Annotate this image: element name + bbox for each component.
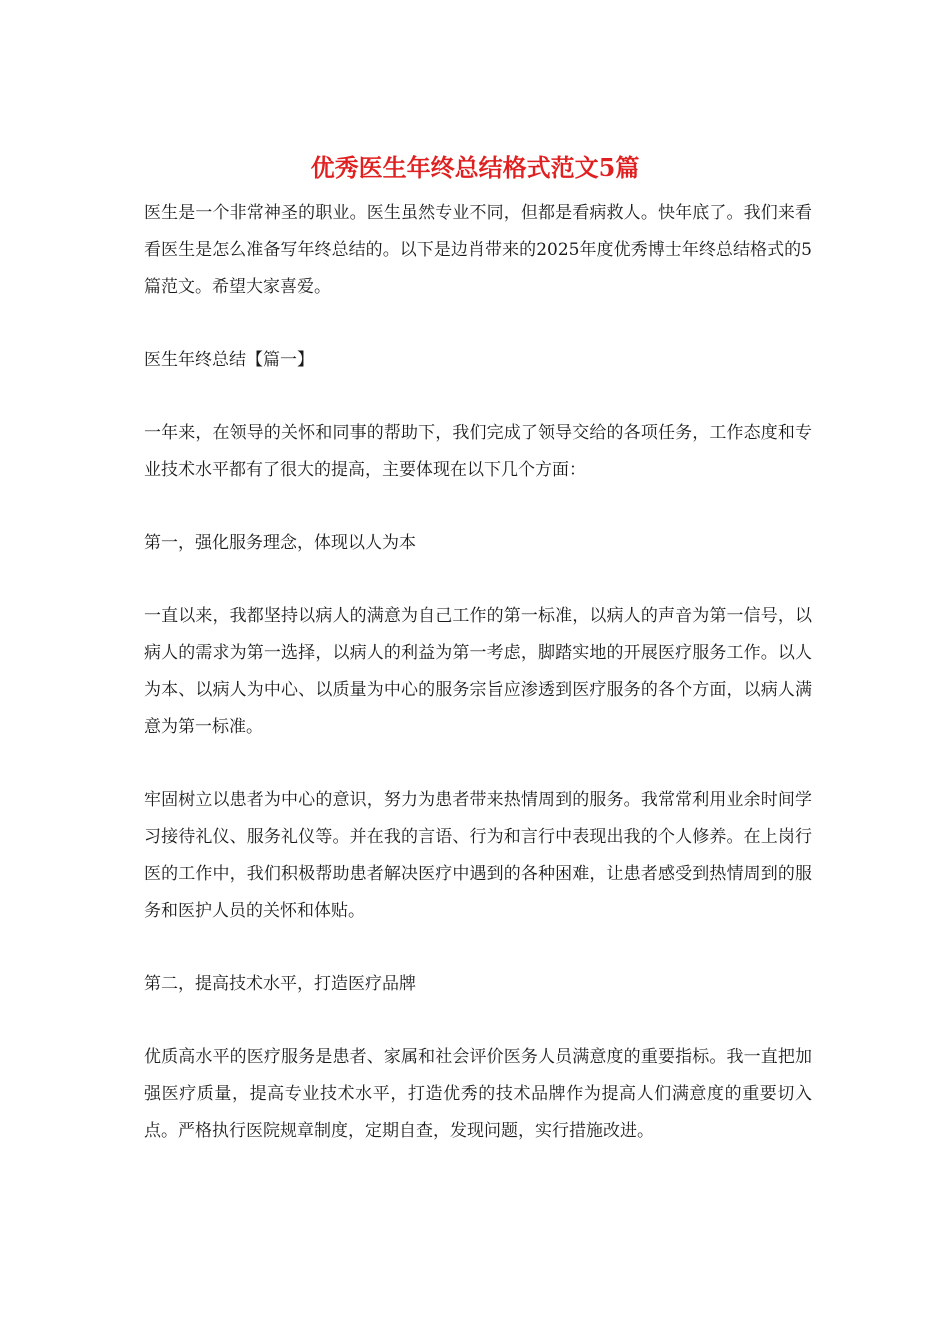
paragraph-patient-centered: 牢固树立以患者为中心的意识，努力为患者带来热情周到的服务。我常常利用业余时间学习接待礼仪、服务礼仪等。并在我的言语、行为和言行中表现出我的个人修养。在上岗行医的工作中，我们积极帮助患者解决医疗中遇到的各种困难，让患者感受到热情周到的服务和医护人员的关怀和体贴。	[144, 790, 812, 921]
paragraph-gap	[144, 930, 812, 966]
paragraph-overview: 一年来，在领导的关怀和同事的帮助下，我们完成了领导交给的各项任务，工作态度和专业技术水平都有了很大的提高，主要体现在以下几个方面：	[144, 423, 812, 480]
paragraph-gap	[144, 1003, 812, 1039]
subheading-second: 第二，提高技术水平，打造医疗品牌	[144, 974, 416, 994]
paragraph-quality: 优质高水平的医疗服务是患者、家属和社会评价医务人员满意度的重要指标。我一直把加强医疗质量，提高专业技术水平，打造优秀的技术品牌作为提高人们满意度的重要切入点。严格执行医院规章制度，定期自查，发现问题，实行措施改进。	[144, 1047, 812, 1141]
paragraph-service-standard: 一直以来，我都坚持以病人的满意为自己工作的第一标准，以病人的声音为第一信号，以病人的需求为第一选择，以病人的利益为第一考虑，脚踏实地的开展医疗服务工作。以人为本、以病人为中心、以质量为中心的服务宗旨应渗透到医疗服务的各个方面，以病人满意为第一标准。	[144, 606, 812, 737]
subheading-first: 第一，强化服务理念，体现以人为本	[144, 533, 416, 553]
paragraph-gap	[144, 379, 812, 415]
paragraph-gap	[144, 489, 812, 525]
document-body	[144, 195, 812, 1150]
paragraph-gap	[144, 746, 812, 782]
document-title: 优秀医生年终总结格式范文5篇	[310, 153, 640, 182]
paragraph-gap	[144, 562, 812, 598]
paragraph-intro: 医生是一个非常神圣的职业。医生虽然专业不同，但都是看病救人。快年底了。我们来看看医生是怎么准备写年终总结的。以下是边肖带来的2025年度优秀博士年终总结格式的5篇范文。希望大家喜爱。	[144, 203, 812, 297]
section-heading-part-one: 医生年终总结【篇一】	[144, 350, 314, 370]
paragraph-gap	[144, 306, 812, 342]
